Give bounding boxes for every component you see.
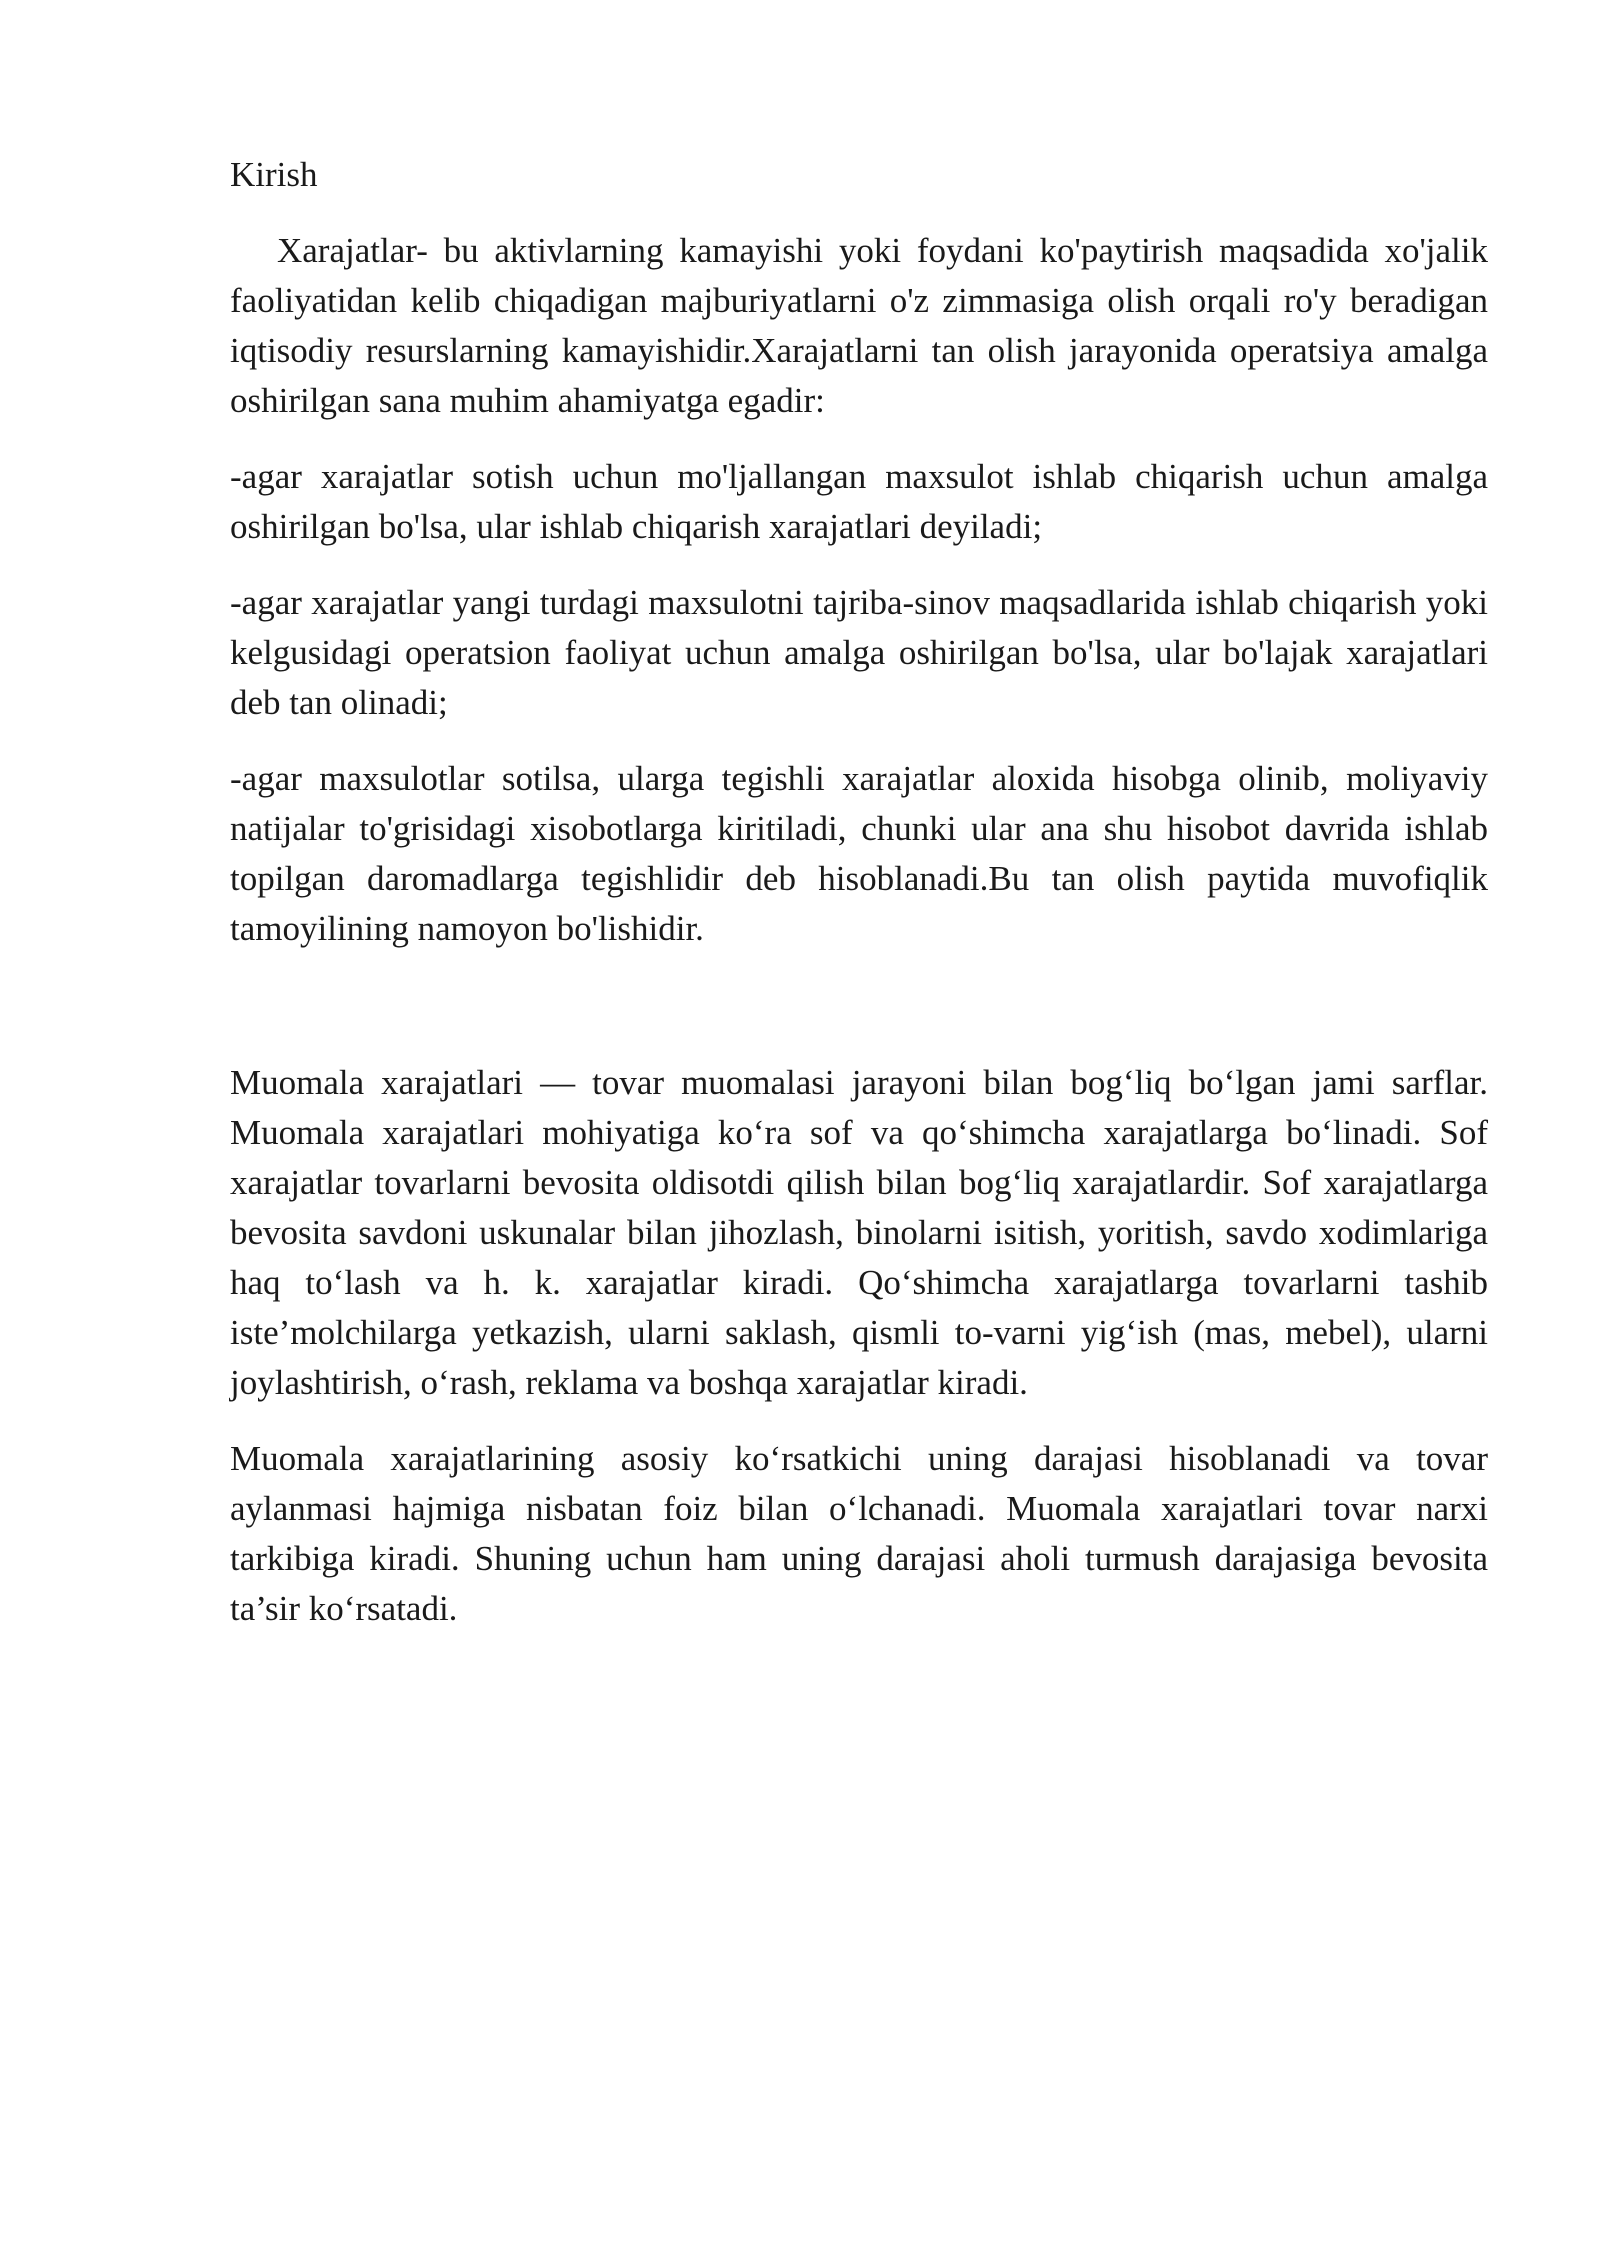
intro-paragraph-sold-products: -agar maxsulotlar sotilsa, ularga tegishli xarajatlar aloxida hisobga olinib, moliyaviy natijalar to'grisidagi xisobotlarga kiritiladi, chunki ular ana shu hisobot davrida ishlab topilgan daromadlarga tegishlidir deb hisoblanadi.Bu tan olish paytida muvofiqlik tamoyilining namoyon bo'lishidir. [230,759,1488,948]
document-heading: Kirish [230,155,318,194]
section-paragraph-circulation-costs: Muomala xarajatlari — tovar muomalasi jarayoni bilan bog‘liq bo‘lgan jami sarflar. Muomala xarajatlari mohiyatiga ko‘ra sof va qo‘shimcha xarajatlarga bo‘linadi. Sof xarajatlar tovarlarni bevosita oldisotdi qilish bilan bog‘liq xarajatlardir. Sof xarajatlarga bevosita savdoni uskunalar bilan jihozlash, binolarni isitish, yoritish, savdo xodimlariga haq to‘lash va h. k. xarajatlar kiradi. Qo‘shimcha xarajatlarga tovarlarni tashib iste’molchilarga yetkazish, ularni saklash, qismli to-varni yig‘ish (mas, mebel), ularni joylashtirish, o‘rash, reklama va boshqa xarajatlar kiradi. [230,1063,1488,1402]
section-spacer [230,980,1488,1058]
intro-paragraph-future-costs: -agar xarajatlar yangi turdagi maxsulotni tajriba-sinov maqsadlarida ishlab chiqarish yoki kelgusidagi operatsion faoliyat uchun amalga oshirilgan bo'lsa, ular bo'lajak xarajatlari deb tan olinadi; [230,583,1488,722]
section-paragraph-cost-level: Muomala xarajatlarining asosiy ko‘rsatkichi uning darajasi hisoblanadi va tovar aylanmasi hajmiga nisbatan foiz bilan o‘lchanadi. Muomala xarajatlari tovar narxi tarkibiga kiradi. Shuning uchun ham uning darajasi aholi turmush darajasiga bevosita ta’sir ko‘rsatadi. [230,1439,1488,1628]
intro-paragraph-definition: Xarajatlar- bu aktivlarning kamayishi yoki foydani ko'paytirish maqsadida xo'jalik faoliyatidan kelib chiqadigan majburiyatlarni o'z zimmasiga olish orqali ro'y beradigan iqtisodiy resurslarning kamayishidir.Xarajatlarni tan olish jarayonida operatsiya amalga oshirilgan sana muhim ahamiyatga egadir: [230,231,1488,420]
document-page [230,150,1488,1660]
intro-paragraph-production-costs: -agar xarajatlar sotish uchun mo'ljallangan maxsulot ishlab chiqarish uchun amalga oshirilgan bo'lsa, ular ishlab chiqarish xarajatlari deyiladi; [230,457,1488,546]
